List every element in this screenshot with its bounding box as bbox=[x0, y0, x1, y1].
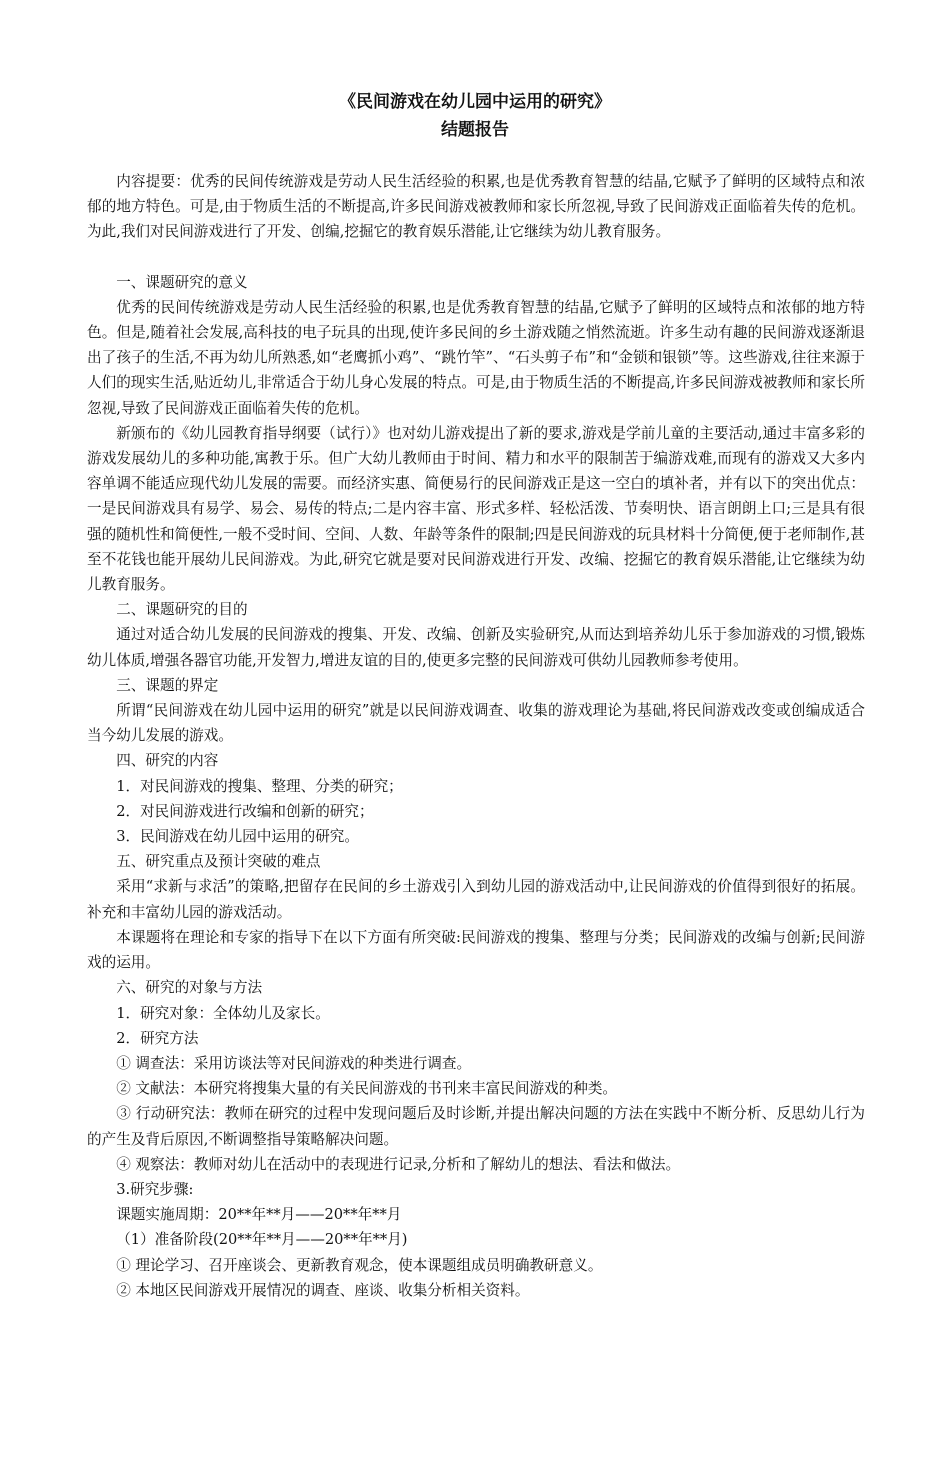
section-6-line: 2．研究方法 bbox=[116, 1029, 199, 1047]
section-5-paragraph-2: 本课题将在理论和专家的指导下在以下方面有所突破:民间游戏的搜集、整理与分类；民间游戏的改编与创新;民间游戏的运用。 bbox=[87, 928, 865, 972]
section-1-paragraph-2: 新颁布的《幼儿园教育指导纲要（试行）》也对幼儿游戏提出了新的要求,游戏是学前儿童的主要活动,通过丰富多彩的游戏发展幼儿的多种功能,寓教于乐。但广大幼儿教师由于时间、精力和水平的限制苦于编游戏难,而现有的游戏又大多内容单调不能适应现代幼儿发展的需要。而经济实惠、简便易行的民间游戏正是这一空白的填补者，并有以下的突出优点：一是民间游戏具有易学、易会、易传的特点;二是内容丰富、形式多样、轻松活泼、节奏明快、语言朗朗上口;三是具有很强的随机性和简便性,一般不受时间、空间、人数、年龄等条件的限制;四是民间游戏的玩具材料十分简便,便于老师制作,甚至不花钱也能开展幼儿民间游戏。为此,研究它就是要对民间游戏进行开发、改编、挖掘它的教育娱乐潜能,让它继续为幼儿教育服务。 bbox=[87, 424, 865, 594]
section-6-line: ① 理论学习、召开座谈会、更新教育观念，使本课题组成员明确教研意义。 bbox=[116, 1256, 603, 1274]
abstract-paragraph: 内容提要：优秀的民间传统游戏是劳动人民生活经验的积累,也是优秀教育智慧的结晶,它赋予了鲜明的区域特点和浓郁的地方特色。可是,由于物质生活的不断提高,许多民间游戏被教师和家长所忽视,导致了民间游戏正面临着失传的危机。为此,我们对民间游戏进行了开发、创编,挖掘它的教育娱乐潜能,让它继续为幼儿教育服务。 bbox=[87, 173, 865, 241]
section-heading-5: 五、研究重点及预计突破的难点 bbox=[116, 853, 321, 871]
section-6-line: 3.研究步骤: bbox=[116, 1180, 194, 1198]
section-heading-1: 一、课题研究的意义 bbox=[116, 273, 248, 291]
section-6-line: ④ 观察法：教师对幼儿在活动中的表现进行记录,分析和了解幼儿的想法、看法和做法。 bbox=[116, 1155, 681, 1173]
section-4-item: 1．对民间游戏的搜集、整理、分类的研究； bbox=[116, 777, 403, 795]
paragraph-gap bbox=[87, 245, 865, 270]
section-heading-4: 四、研究的内容 bbox=[116, 752, 219, 770]
section-5-paragraph-1: 采用“求新与求活”的策略,把留存在民间的乡土游戏引入到幼儿园的游戏活动中,让民间游戏的价值得到很好的拓展。补充和丰富幼儿园的游戏活动。 bbox=[87, 878, 865, 921]
document-title: 《民间游戏在幼儿园中运用的研究》 bbox=[339, 92, 611, 112]
section-heading-3: 三、课题的界定 bbox=[116, 676, 219, 694]
section-6-line: ③ 行动研究法：教师在研究的过程中发现问题后及时诊断,并提出解决问题的方法在实践中不断分析、反思幼儿行为的产生及背后原因,不断调整指导策略解决问题。 bbox=[87, 1105, 865, 1148]
section-6-line: 1．研究对象：全体幼儿及家长。 bbox=[116, 1004, 330, 1022]
section-heading-6: 六、研究的对象与方法 bbox=[116, 979, 263, 997]
section-heading-2: 二、课题研究的目的 bbox=[116, 601, 248, 619]
section-4-item: 2．对民间游戏进行改编和创新的研究； bbox=[116, 802, 374, 820]
section-6-line: ② 本地区民间游戏开展情况的调查、座谈、收集分析相关资料。 bbox=[116, 1281, 530, 1299]
section-6-line: ① 调查法：采用访谈法等对民间游戏的种类进行调查。 bbox=[116, 1054, 472, 1072]
section-6-line: ② 文献法：本研究将搜集大量的有关民间游戏的书刊来丰富民间游戏的种类。 bbox=[116, 1080, 618, 1098]
section-2-paragraph-1: 通过对适合幼儿发展的民间游戏的搜集、开发、改编、创新及实验研究,从而达到培养幼儿乐于参加游戏的习惯,锻炼幼儿体质,增强各器官功能,开发智力,增进友谊的目的,使更多完整的民间游戏可供幼儿园教师参考使用。 bbox=[87, 626, 865, 669]
section-3-paragraph-1: 所谓“民间游戏在幼儿园中运用的研究”就是以民间游戏调查、收集的游戏理论为基础,将民间游戏改变或创编成适合当今幼儿发展的游戏。 bbox=[87, 702, 865, 745]
section-6-line: （1）准备阶段(20**年**月——20**年**月) bbox=[116, 1231, 408, 1249]
section-6-line: 课题实施周期：20**年**月——20**年**月 bbox=[116, 1206, 402, 1224]
section-4-item: 3．民间游戏在幼儿园中运用的研究。 bbox=[116, 828, 359, 846]
document-body bbox=[87, 169, 865, 1303]
document-subtitle: 结题报告 bbox=[441, 120, 509, 140]
section-1-paragraph-1: 优秀的民间传统游戏是劳动人民生活经验的积累,也是优秀教育智慧的结晶,它赋予了鲜明的区域特点和浓郁的地方特色。但是,随着社会发展,高科技的电子玩具的出现,使许多民间的乡土游戏随之悄然流逝。许多生动有趣的民间游戏逐渐退出了孩子的生活,不再为幼儿所熟悉,如“老鹰抓小鸡”、“跳竹竿”、“石头剪子布”和“金锁和银锁”等。这些游戏,往往来源于人们的现实生活,贴近幼儿,非常适合于幼儿身心发展的特点。可是,由于物质生活的不断提高,许多民间游戏被教师和家长所忽视,导致了民间游戏正面临着失传的危机。 bbox=[87, 298, 865, 417]
